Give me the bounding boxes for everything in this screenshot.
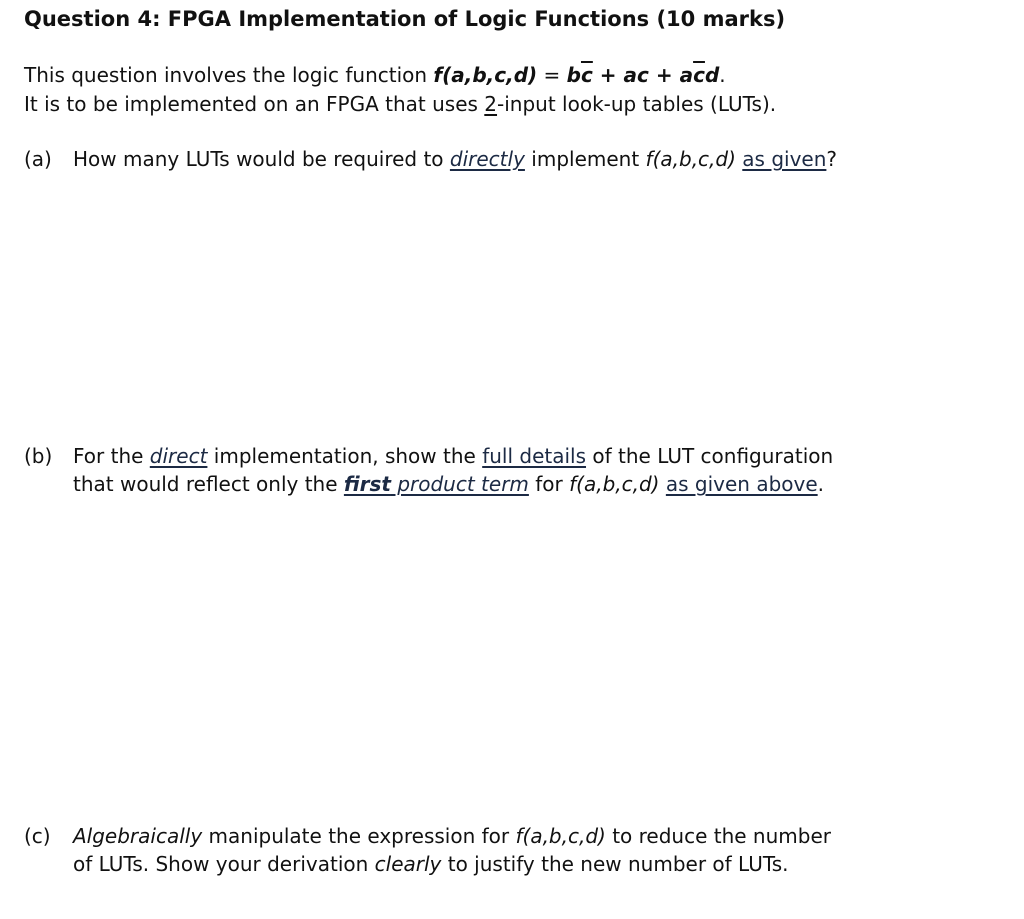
intro-line2-text: It is to be implemented on an FPGA that uses: [24, 92, 485, 116]
part-c-algebraically: Algebraically: [73, 824, 203, 848]
part-b-mid1: implementation, show the: [207, 444, 483, 468]
part-a-as-given: as given: [742, 147, 827, 171]
intro-period: .: [719, 63, 726, 87]
part-c-line-1: [73, 824, 831, 848]
plus-1: +: [592, 63, 624, 87]
lut-input-count: 2: [484, 92, 498, 116]
intro-line-2: [24, 92, 776, 116]
term2-ac: ac: [623, 63, 649, 87]
part-a-label: (a): [24, 147, 52, 171]
part-c-line1-tail: to reduce the number: [605, 824, 831, 848]
term3-c-complement: $\overline{c}$: [693, 63, 705, 87]
part-b-product-term: product term: [390, 472, 529, 496]
intro-text: This question involves the logic function: [24, 63, 434, 87]
equals-sign: =: [537, 63, 567, 87]
part-c-function: f(a,b,c,d): [515, 824, 606, 848]
part-b-line2-text: that would reflect only the: [73, 472, 344, 496]
part-c-label: (c): [24, 824, 51, 848]
part-a-question-mark: ?: [826, 147, 838, 171]
part-a-text: How many LUTs would be required to: [73, 147, 450, 171]
part-c-line-2: [73, 852, 789, 876]
term1-c-complement: $\overline{c}$: [580, 63, 593, 87]
part-b-label: (b): [24, 444, 53, 468]
intro-line2-tail: -input look-up tables (LUTs).: [497, 92, 777, 116]
part-b-first: first: [343, 472, 391, 496]
part-b-mid2: of the LUT configuration: [586, 444, 834, 468]
part-b-full-details: full details: [482, 444, 587, 468]
term3-d: d: [704, 63, 720, 87]
function-lhs: f(a,b,c,d): [433, 63, 538, 87]
part-c-line2-tail: to justify the new number of LUTs.: [441, 852, 789, 876]
part-b-text: For the: [73, 444, 150, 468]
part-b-function: f(a,b,c,d): [569, 472, 660, 496]
part-b-as-given-above: as given above: [665, 472, 818, 496]
plus-2: +: [648, 63, 680, 87]
part-b-line-1: [73, 444, 833, 468]
part-b-line-2: [73, 472, 824, 496]
part-c-clearly: clearly: [374, 852, 442, 876]
part-a-mid: implement: [524, 147, 646, 171]
part-c-mid: manipulate the expression for: [202, 824, 516, 848]
part-a-directly: directly: [449, 147, 525, 171]
part-b-direct: direct: [149, 444, 208, 468]
term3-a: a: [679, 63, 694, 87]
intro-line-1: [24, 63, 726, 87]
part-c-line2-text: of LUTs. Show your derivation: [73, 852, 375, 876]
part-b-period: .: [817, 472, 825, 496]
part-a-function: f(a,b,c,d): [645, 147, 736, 171]
term1-b: b: [566, 63, 581, 87]
part-a-question: [73, 147, 837, 171]
question-title: Question 4: FPGA Implementation of Logic Functions (10 marks): [24, 7, 786, 31]
part-b-line2-mid: for: [528, 472, 570, 496]
